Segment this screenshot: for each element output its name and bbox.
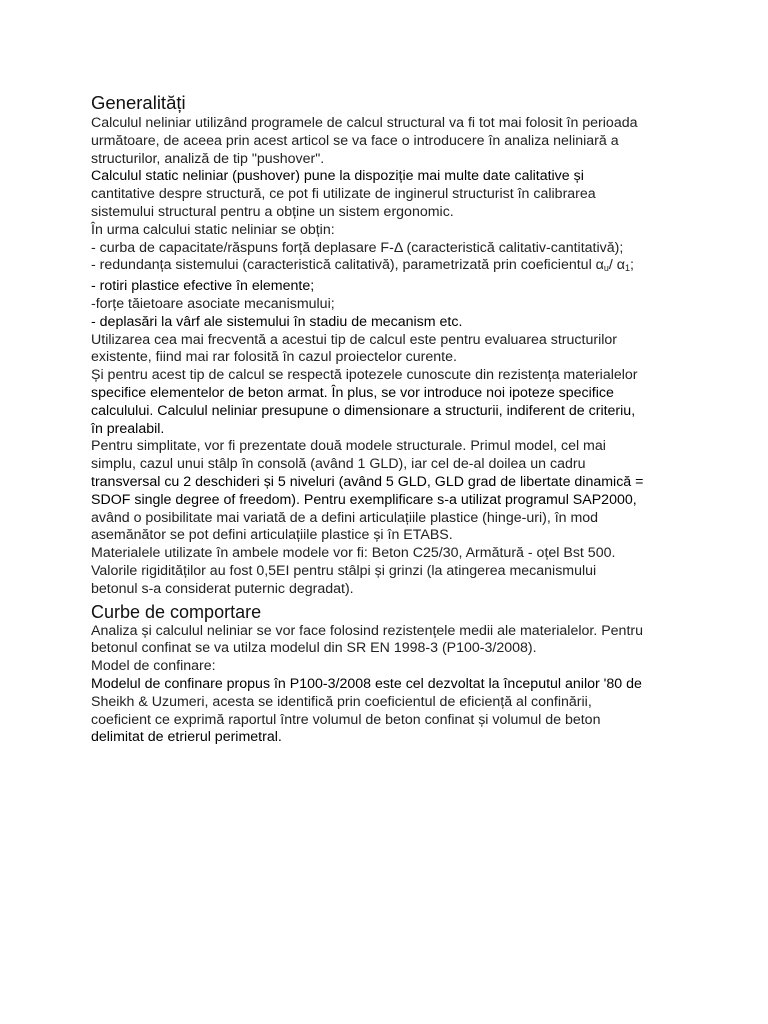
paragraph-line: specifice elementelor de beton armat. În plus, se vor introduce noi ipoteze specifice [91, 384, 614, 401]
paragraph-line: cantitative despre structură, ce pot fi utilizate de inginerul structurist în calibrarea [91, 186, 596, 203]
paragraph-line: Și pentru acest tip de calcul se respectă ipotezele cunoscute din rezistența materialelor [91, 367, 638, 384]
paragraph-line: Pentru simplitate, vor fi prezentate două modele structurale. Primul model, cel mai [91, 438, 606, 455]
paragraph-line: calculului. Calculul neliniar presupune o dimensionare a structurii, indiferent de criteriu, [91, 402, 636, 419]
paragraph-line: În urma calcului static neliniar se obțin: [91, 221, 335, 238]
paragraph-line: Sheikh & Uzumeri, acesta se identifică prin coeficientul de eficiență al confinării, [91, 693, 592, 710]
paragraph-line: structurilor, analiză de tip "pushover". [91, 150, 325, 167]
paragraph-line: SDOF single degree of freedom). Pentru exemplificare s-a utilizat programul SAP2000, [91, 491, 637, 508]
list-item-end: ; [630, 257, 634, 274]
list-item-text: - redundanța sistemului (caracteristică calitativă), parametrizată prin coeficientul α [91, 257, 604, 274]
document-page [91, 92, 691, 747]
paragraph-line: transversal cu 2 deschideri și 5 niveluri (având 5 GLD, GLD grad de libertate dinamică = [91, 473, 644, 490]
paragraph-line: simplu, cazul unui stâlp în consolă (având 1 GLD), iar cel de-al doilea un cadru [91, 456, 586, 473]
paragraph-line: Materialele utilizate în ambele modele vor fi: Beton C25/30, Armătură - oțel Bst 500. [91, 545, 616, 562]
list-item-redundanta [91, 257, 691, 278]
subscript-u: u [603, 263, 609, 274]
section-generalitati-body [91, 115, 691, 599]
paragraph-line: Analiza și calculul neliniar se vor face folosind rezistențele medii ale materialelor. Pentru [91, 622, 644, 639]
section-curbe-body [91, 623, 691, 748]
paragraph-line: sistemului structural pentru a obține un sistem ergonomic. [91, 203, 454, 220]
paragraph-line: în prealabil. [91, 420, 165, 437]
paragraph-line: Calculul static neliniar (pushover) pune la dispoziție mai multe date calitative și [91, 168, 584, 185]
paragraph-line: coeficient ce exprimă raportul între volumul de beton confinat și volumul de beton [91, 711, 601, 728]
paragraph-line: Valorile rigidităților au fost 0,5EI pentru stâlpi și grinzi (la atingerea mecanismului [91, 562, 597, 579]
paragraph-line: Utilizarea cea mai frecventă a acestui tip de calcul este pentru evaluarea structurilor [91, 331, 617, 348]
list-item: - curba de capacitate/răspuns forță deplasare F-Δ (caracteristică calitativ-cantitativă); [91, 239, 624, 256]
paragraph-line: următoare, de aceea prin acest articol se va face o introducere în analiza neliniară a [91, 132, 619, 149]
section-heading-curbe-de-comportare: Curbe de comportare [91, 601, 262, 622]
paragraph-line: delimitat de etrierul perimetral. [91, 729, 282, 746]
list-item: - deplasări la vârf ale sistemului în stadiu de mecanism etc. [91, 313, 463, 330]
section-heading-generalitati: Generalități [91, 92, 186, 113]
paragraph-line: betonul confinat se va utilza modelul din SR EN 1998-3 (P100-3/2008). [91, 640, 537, 657]
subscript-1: 1 [624, 263, 630, 274]
paragraph-line: asemănător se pot defini articulațiile plastice și în ETABS. [91, 527, 453, 544]
alpha-separator: / α [608, 257, 625, 274]
paragraph-line: Model de confinare: [91, 658, 216, 675]
paragraph-line: betonul s-a considerat puternic degradat). [91, 580, 354, 597]
list-item: -forțe tăietoare asociate mecanismului; [91, 295, 335, 312]
paragraph-line: Calculul neliniar utilizând programele de calcul structural va fi tot mai folosit în perioada [91, 115, 638, 131]
paragraph-line: existente, fiind mai rar folosită în cazul proiectelor curente. [91, 349, 457, 366]
paragraph-line: având o posibilitate mai variată de a defini articulațiile plastice (hinge-uri), în mod [91, 509, 599, 526]
list-item: - rotiri plastice efective în elemente; [91, 278, 315, 295]
paragraph-line: Modelul de confinare propus în P100-3/2008 este cel dezvoltat la începutul anilor '80 de [91, 675, 642, 692]
